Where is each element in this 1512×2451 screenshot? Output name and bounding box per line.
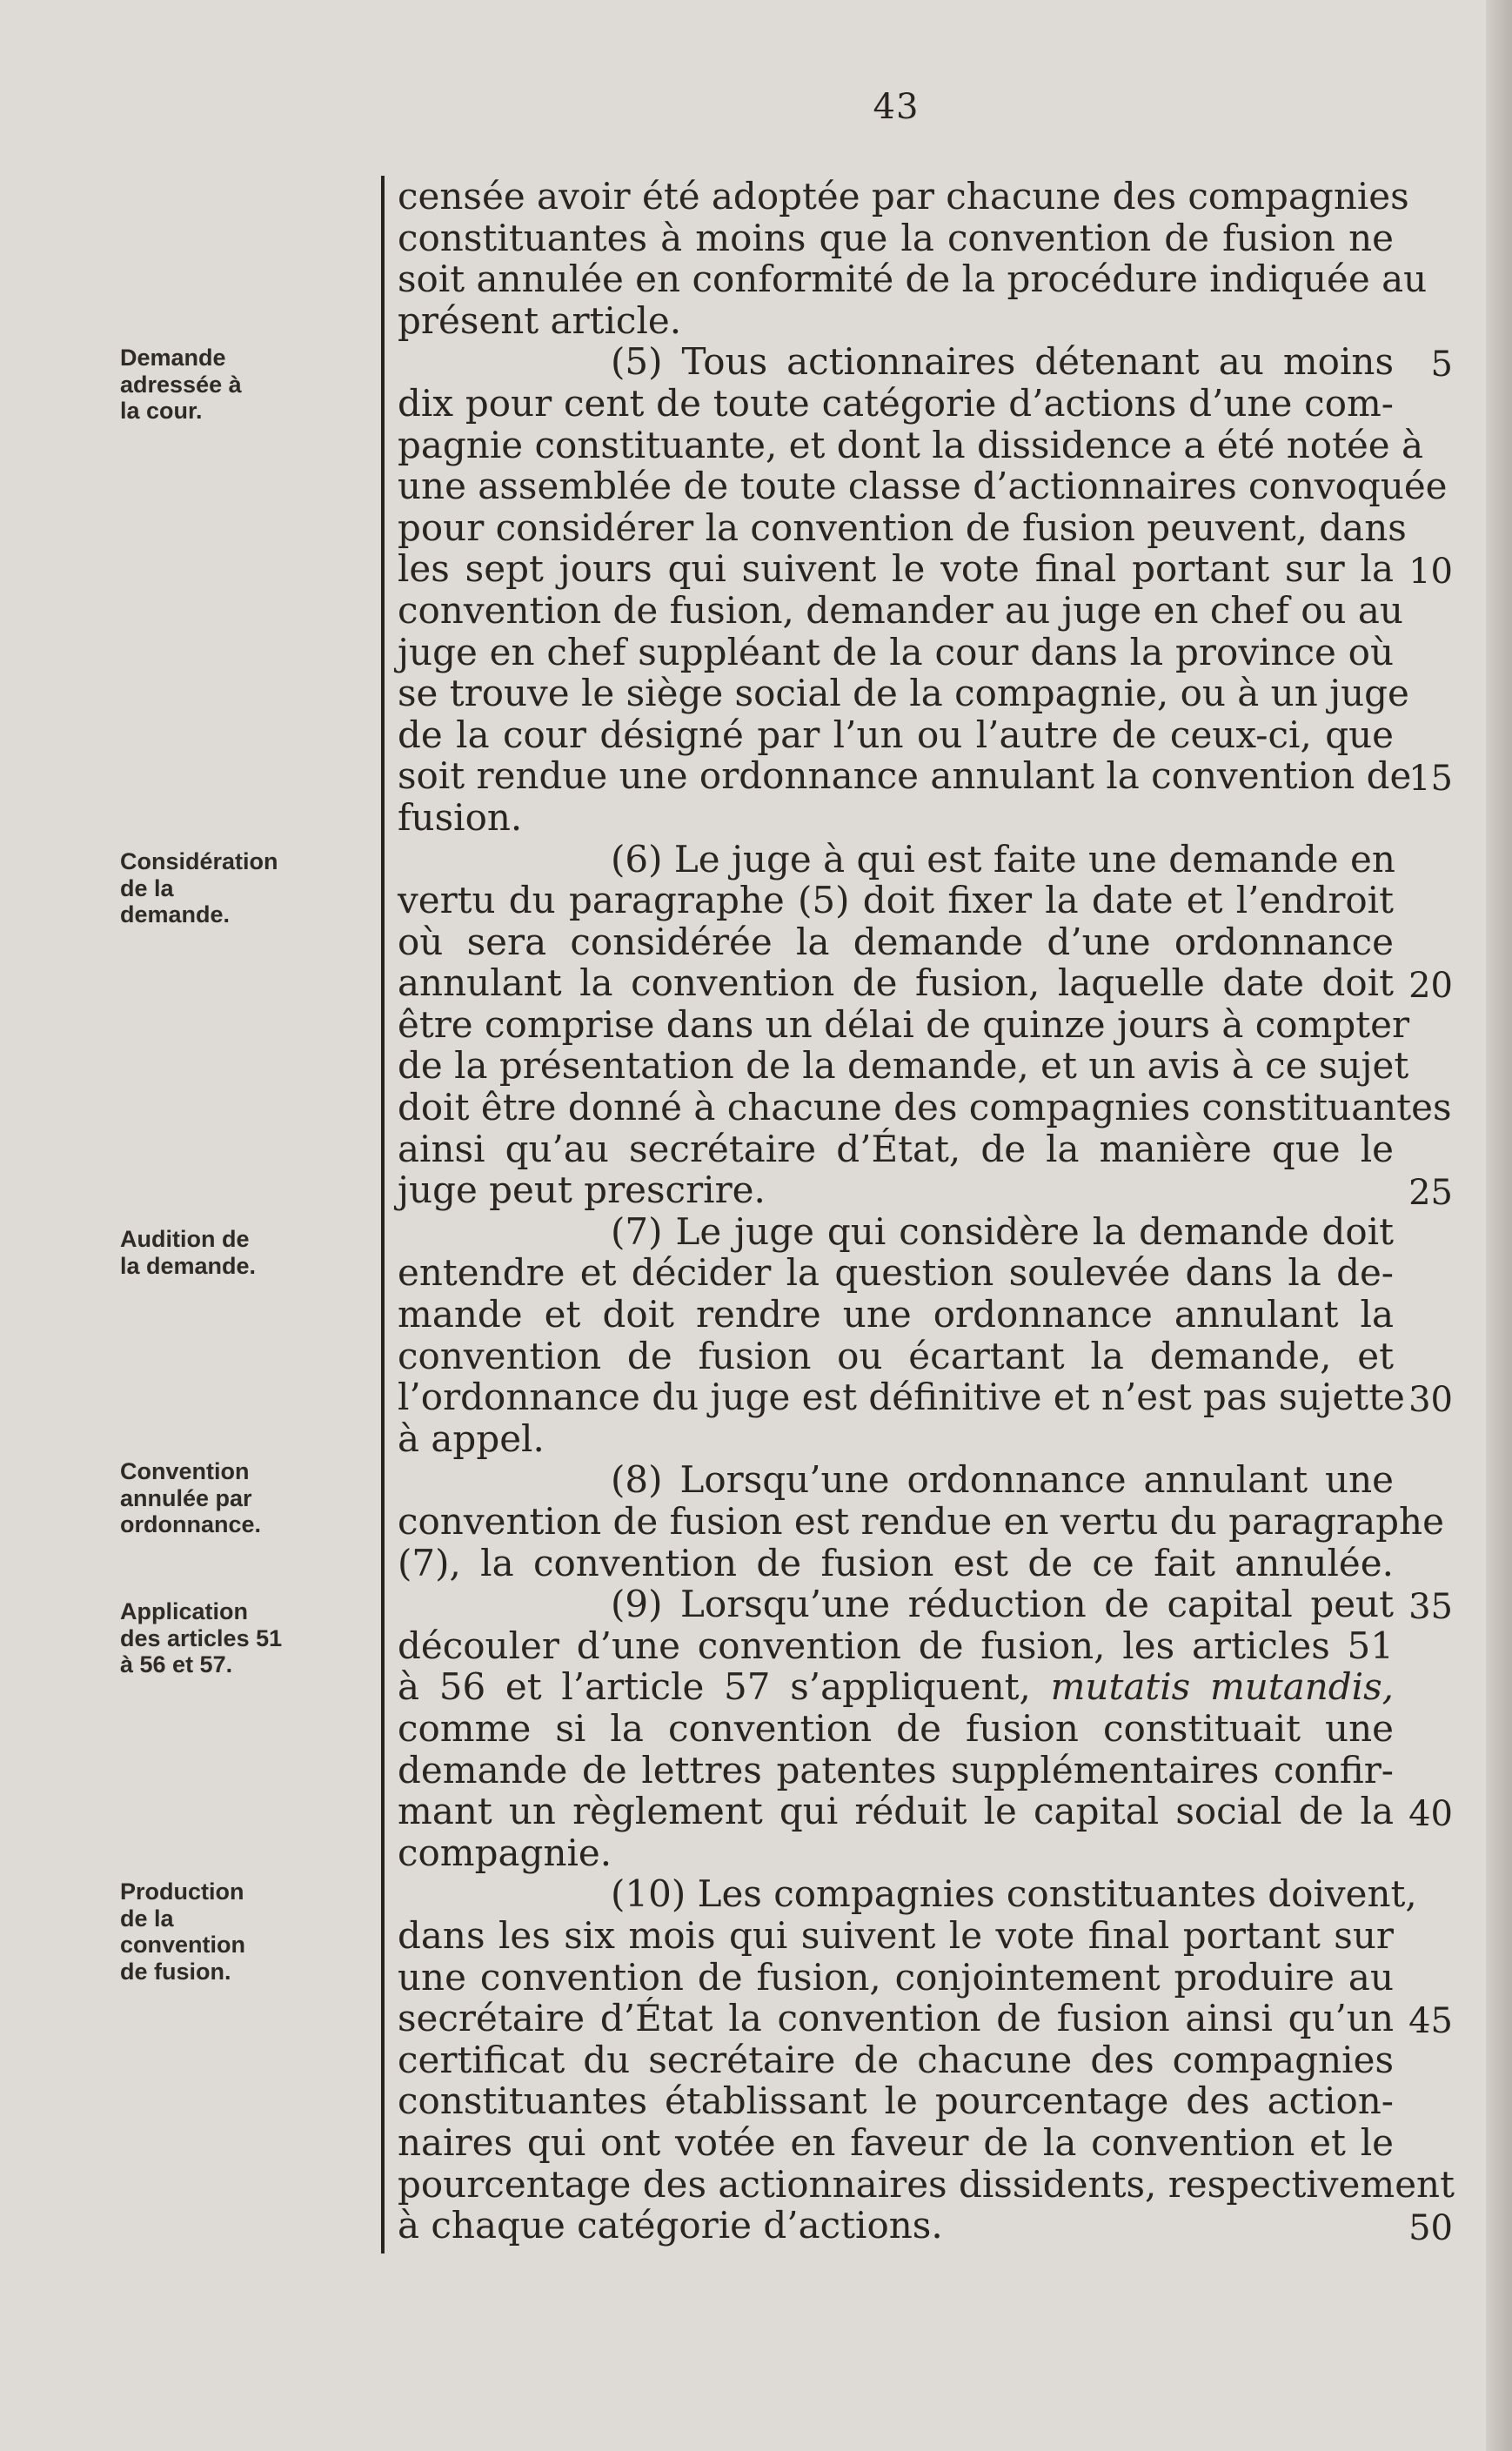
- margin-note-production: [120, 1878, 346, 1985]
- margin-note-line: adressée à: [120, 371, 242, 398]
- line-number: 5: [1430, 345, 1453, 385]
- text-line: constituantes à moins que la convention de fusion ne: [398, 216, 1394, 259]
- text-line: pagnie constituante, et dont la dissidence a été notée à: [398, 423, 1424, 466]
- text-line: découler d’une convention de fusion, les articles 51: [398, 1624, 1394, 1667]
- paragraph-start: (8) Lorsqu’une ordonnance annulant une: [611, 1458, 1394, 1502]
- text-line: (7), la convention de fusion est de ce fait annulée.: [398, 1541, 1394, 1584]
- page-number: 43: [873, 87, 920, 127]
- text-line: mant un règlement qui réduit le capital social de la: [398, 1790, 1394, 1833]
- margin-note-line: ordonnance.: [120, 1511, 262, 1537]
- margin-note-line: de la: [120, 874, 174, 901]
- text-line: vertu du paragraphe (5) doit fixer la date et l’endroit: [398, 879, 1394, 922]
- text-line: naires qui ont votée en faveur de la convention et le: [398, 2120, 1394, 2164]
- text-line: à chaque catégorie d’actions.: [398, 2204, 943, 2247]
- margin-note-line: des articles 51: [120, 1624, 283, 1651]
- text-line: certificat du secrétaire de chacune des compagnies: [398, 2038, 1394, 2081]
- text-line: convention de fusion ou écartant la demande, et: [398, 1334, 1394, 1377]
- text-line: convention de fusion est rendue en vertu du paragraphe: [398, 1500, 1444, 1543]
- text-line: fusion.: [398, 795, 523, 839]
- margin-note-demande: [120, 345, 346, 425]
- margin-rule: [381, 176, 385, 2253]
- text-line: les sept jours qui suivent le vote final portant sur la: [398, 547, 1394, 591]
- margin-note-line: Application: [120, 1598, 248, 1624]
- italic-phrase: mutatis mutandis,: [1050, 1665, 1395, 1709]
- paragraph-start: (5) Tous actionnaires détenant au moins: [611, 340, 1394, 384]
- line-number: 25: [1408, 1173, 1453, 1213]
- text-line: censée avoir été adoptée par chacune des compagnies: [398, 175, 1409, 218]
- text-line: une convention de fusion, conjointement produire au: [398, 1955, 1394, 1999]
- text-line: mande et doit rendre une ordonnance annulant la: [398, 1293, 1394, 1336]
- text-line: annulant la convention de fusion, laquelle date doit: [398, 961, 1394, 1005]
- text-line: soit annulée en conformité de la procédure indiquée au: [398, 258, 1428, 301]
- line-number: 15: [1408, 759, 1453, 799]
- text-line: de la présentation de la demande, et un avis à ce sujet: [398, 1044, 1409, 1088]
- text-line: convention de fusion, demander au juge en chef ou au: [398, 588, 1403, 632]
- margin-note-line: Demande: [120, 345, 226, 371]
- text-line: [398, 1666, 1394, 1708]
- text-line: soit rendue une ordonnance annulant la convention de: [398, 754, 1412, 798]
- text-line: ainsi qu’au secrétaire d’État, de la manière que le: [398, 1127, 1394, 1170]
- margin-note-convention-annulee: [120, 1458, 346, 1538]
- text-line: demande de lettres patentes supplémentaires confir-: [398, 1748, 1394, 1791]
- margin-note-line: annulée par: [120, 1484, 252, 1511]
- text-line: compagnie.: [398, 1831, 612, 1874]
- margin-note-line: Convention: [120, 1458, 250, 1484]
- paragraph-start: (7) Le juge qui considère la demande doit: [611, 1209, 1394, 1253]
- paragraph-start: (10) Les compagnies constituantes doivent,: [611, 1872, 1417, 1916]
- line-number: 35: [1408, 1587, 1453, 1627]
- text-line: secrétaire d’État la convention de fusion ainsi qu’un: [398, 1997, 1394, 2040]
- margin-note-line: Production: [120, 1878, 244, 1905]
- text-line: entendre et décider la question soulevée dans la de-: [398, 1251, 1394, 1295]
- margin-note-line: Considération: [120, 848, 278, 874]
- margin-note-line: de fusion.: [120, 1958, 231, 1985]
- text-line: juge en chef suppléant de la cour dans la province où: [398, 630, 1394, 673]
- margin-note-application: [120, 1598, 346, 1678]
- line-number: 40: [1408, 1794, 1453, 1834]
- paragraph-start: (9) Lorsqu’une réduction de capital peut: [611, 1583, 1394, 1626]
- text-line: se trouve le siège social de la compagnie, ou à un juge: [398, 672, 1409, 715]
- margin-note-line: convention: [120, 1932, 246, 1958]
- line-number: 20: [1408, 966, 1453, 1006]
- text-segment: à 56 et l’article 57 s’appliquent,: [398, 1665, 1031, 1709]
- text-line: à appel.: [398, 1416, 545, 1460]
- text-line: pour considérer la convention de fusion peuvent, dans: [398, 506, 1407, 549]
- margin-note-line: la demande.: [120, 1252, 257, 1279]
- text-line: juge peut prescrire.: [398, 1169, 766, 1212]
- text-line: une assemblée de toute classe d’actionnaires convoquée: [398, 465, 1448, 508]
- paragraph-start: (6) Le juge à qui est faite une demande en: [611, 837, 1395, 881]
- line-number: 30: [1408, 1380, 1453, 1420]
- line-number: 10: [1408, 552, 1453, 592]
- text-line: pourcentage des actionnaires dissidents, respectivement: [398, 2162, 1455, 2206]
- text-line: doit être donné à chacune des compagnies constituantes: [398, 1086, 1452, 1129]
- margin-note-line: Audition de: [120, 1226, 250, 1252]
- page-edge-shadow: [1486, 0, 1512, 2451]
- line-number: 45: [1408, 2001, 1453, 2041]
- margin-note-consideration: [120, 848, 346, 928]
- line-number: 50: [1408, 2208, 1453, 2248]
- margin-note-line: la cour.: [120, 398, 203, 424]
- text-line: dans les six mois qui suivent le vote final portant sur: [398, 1913, 1394, 1957]
- text-line: l’ordonnance du juge est définitive et n’est pas sujette: [398, 1376, 1405, 1419]
- margin-note-line: demande.: [120, 901, 231, 927]
- text-line: où sera considérée la demande d’une ordonnance: [398, 920, 1394, 963]
- margin-note-line: à 56 et 57.: [120, 1651, 233, 1678]
- text-line: présent article.: [398, 298, 682, 342]
- text-line: de la cour désigné par l’un ou l’autre de ceux-ci, que: [398, 713, 1394, 756]
- text-line: être comprise dans un délai de quinze jours à compter: [398, 1002, 1410, 1046]
- text-line: dix pour cent de toute catégorie d’actions d’une com-: [398, 381, 1394, 425]
- text-line: comme si la convention de fusion constituait une: [398, 1706, 1394, 1750]
- text-line: constituantes établissant le pourcentage des action-: [398, 2079, 1394, 2123]
- margin-note-line: de la: [120, 1905, 174, 1932]
- margin-note-audition: [120, 1226, 346, 1279]
